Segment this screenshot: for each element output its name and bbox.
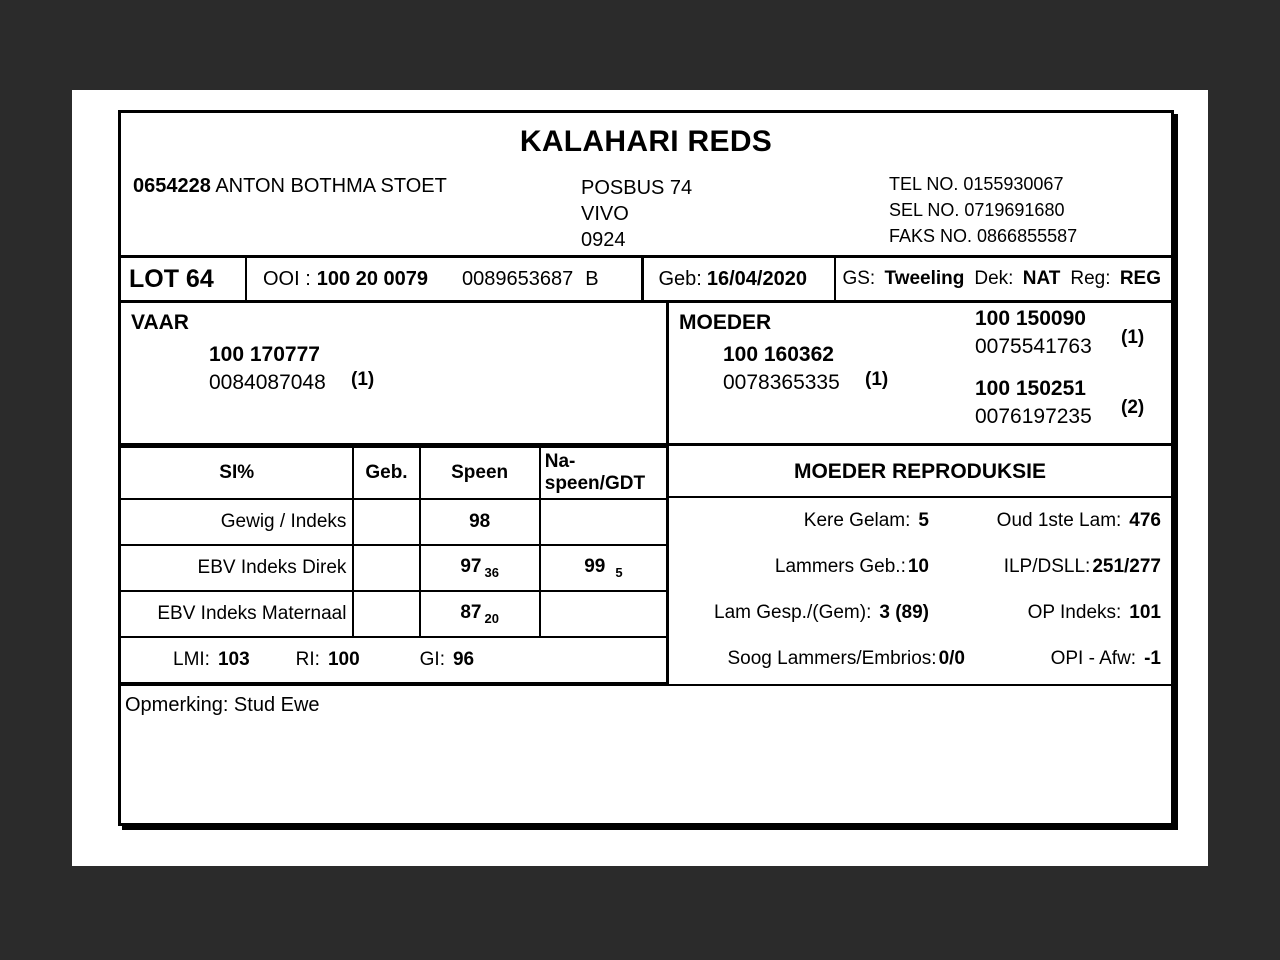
ebvmat-speen: 87 (460, 602, 482, 624)
ebvdirek-speen: 97 (460, 556, 482, 578)
composite-index-row (121, 638, 666, 684)
lammers-geb-value: 10 (907, 556, 929, 577)
granddam2-number: 100 150251 (975, 377, 1086, 400)
ebvdirek-naspeen-cell (540, 545, 666, 591)
soog-lammers-value: 0/0 (938, 648, 965, 669)
sire-id: 0084087048 (209, 371, 326, 394)
contact-block (889, 171, 1077, 249)
index-table (121, 446, 666, 638)
remark-block: Opmerking: Stud Ewe (121, 684, 1171, 776)
lam-gesp-value: 3 (89) (879, 602, 929, 623)
oud-1ste-lam-field (929, 510, 1171, 532)
table-row (121, 499, 666, 545)
op-indeks-field (929, 602, 1171, 624)
ebvmat-speen-cell (420, 591, 540, 637)
gi-value: 96 (452, 649, 475, 670)
sire-number: 100 170777 (209, 343, 320, 366)
birthdate-block (644, 258, 836, 300)
ri-label: RI: (295, 649, 320, 670)
address-line-2: VIVO (581, 203, 629, 225)
lmi-value: 103 (217, 649, 250, 670)
ooi-block (247, 258, 644, 300)
col-header-naspeen: Na-speen/GDT (540, 447, 666, 499)
table-header-row (121, 447, 666, 499)
reproduksie-row (669, 544, 1171, 590)
geb-label: Geb: (658, 267, 702, 290)
address-block (581, 175, 692, 253)
sire-paren: (1) (351, 369, 375, 390)
gs-segment (842, 268, 964, 290)
address-line-1: POSBUS 74 (581, 177, 693, 199)
breeder-name: ANTON BOTHMA STOET (215, 175, 447, 197)
gs-label: GS: (842, 268, 876, 289)
kere-gelam-field (679, 510, 929, 532)
lot-row (121, 255, 1171, 300)
sire-details (209, 341, 326, 397)
gewig-naspeen (540, 499, 666, 545)
lammers-geb-label: Lammers Geb.: (774, 556, 906, 577)
granddam2-details (975, 375, 1092, 431)
catalogue-page (72, 90, 1208, 866)
address-line-3: 0924 (581, 229, 626, 251)
gi-label: GI: (419, 649, 445, 670)
dam-details (723, 341, 840, 397)
lmi-field (173, 649, 250, 671)
granddam1-number: 100 150090 (975, 307, 1086, 330)
lammers-geb-field (679, 556, 929, 578)
granddam2-paren: (2) (1121, 397, 1145, 418)
opi-afw-field (965, 648, 1171, 670)
oud-1ste-lam-value: 476 (1129, 510, 1161, 531)
dam-number: 100 160362 (723, 343, 834, 366)
ebvdirek-speen-cell (420, 545, 540, 591)
col-header-speen: Speen (420, 447, 540, 499)
kere-gelam-label: Kere Gelam: (803, 510, 911, 531)
ooi-number: 100 20 0079 (316, 267, 429, 290)
granddam2-id: 0076197235 (975, 405, 1092, 428)
sire-panel (121, 303, 669, 443)
reg-segment (1070, 268, 1161, 290)
lam-gesp-label: Lam Gesp./(Gem): (714, 602, 872, 623)
table-row (121, 545, 666, 591)
kere-gelam-value: 5 (918, 510, 929, 531)
ooi-id: 0089653687 (462, 267, 574, 290)
dek-value: NAT (1022, 268, 1061, 289)
breeder-code: 0654228 (133, 175, 211, 197)
op-indeks-label: OP Indeks: (1027, 602, 1122, 623)
status-block (836, 258, 1171, 300)
sel-line: SEL NO. 0719691680 (889, 200, 1065, 220)
dek-segment (974, 268, 1060, 290)
ilp-dsll-label: ILP/DSLL: (1003, 556, 1091, 577)
breeder-line (133, 175, 447, 198)
gi-field (420, 649, 474, 671)
lam-gesp-field (679, 602, 929, 624)
ri-value: 100 (327, 649, 360, 670)
dam-id: 0078365335 (723, 371, 840, 394)
dam-panel (669, 303, 1171, 443)
stats-section (121, 443, 1171, 684)
dam-paren: (1) (865, 369, 889, 390)
soog-lammers-label: Soog Lammers/Embrios: (727, 648, 937, 669)
row-label-ebv-direk: EBV Indeks Direk (121, 545, 353, 591)
reproduksie-row (669, 498, 1171, 544)
ebvdirek-speen-acc: 36 (484, 564, 499, 580)
ooi-class: B (585, 267, 599, 290)
row-label-ebv-maternaal: EBV Indeks Maternaal (121, 591, 353, 637)
lot-number: LOT 64 (121, 258, 247, 300)
reg-label: Reg: (1070, 268, 1111, 289)
dam-heading: MOEDER (679, 311, 772, 334)
reproduksie-row (669, 590, 1171, 636)
op-indeks-value: 101 (1129, 602, 1161, 623)
reproduksie-row (669, 636, 1171, 682)
granddam1-paren: (1) (1121, 327, 1145, 348)
geb-value: 16/04/2020 (706, 267, 807, 290)
table-row (121, 591, 666, 637)
ri-field (296, 649, 360, 671)
reproduksie-panel (669, 446, 1171, 684)
tel-line: TEL NO. 0155930067 (889, 174, 1064, 194)
gs-value: Tweeling (884, 268, 965, 289)
granddam1-details (975, 305, 1092, 361)
ebvdirek-naspeen: 99 (584, 556, 606, 578)
reg-value: REG (1119, 268, 1161, 289)
granddam1-id: 0075541763 (975, 335, 1092, 358)
row-label-gewig: Gewig / Indeks (121, 499, 353, 545)
faks-line: FAKS NO. 0866855587 (889, 226, 1078, 246)
oud-1ste-lam-label: Oud 1ste Lam: (996, 510, 1122, 531)
ebvmat-geb (353, 591, 419, 637)
gewig-geb (353, 499, 419, 545)
col-header-geb: Geb. (353, 447, 419, 499)
animal-card (118, 110, 1174, 826)
opi-afw-label: OPI - Afw: (1050, 648, 1137, 669)
pedigree-section (121, 300, 1171, 443)
soog-lammers-field (679, 648, 965, 670)
col-header-si: SI% (121, 447, 353, 499)
card-header (121, 125, 1171, 255)
sire-heading: VAAR (131, 311, 189, 334)
page-title: KALAHARI REDS (519, 125, 773, 158)
ebvmat-speen-acc: 20 (484, 610, 499, 626)
ooi-label: OOI : (263, 267, 311, 290)
opi-afw-value: -1 (1144, 648, 1161, 669)
lmi-label: LMI: (173, 649, 210, 670)
ebvmat-naspeen (540, 591, 666, 637)
ebvdirek-naspeen-acc: 5 (615, 564, 623, 580)
ebvdirek-geb (353, 545, 419, 591)
dek-label: Dek: (974, 268, 1014, 289)
index-panel (121, 446, 669, 684)
reproduksie-title: MOEDER REPRODUKSIE (669, 446, 1171, 498)
ilp-dsll-field (929, 556, 1171, 578)
ilp-dsll-value: 251/277 (1092, 556, 1161, 577)
gewig-speen: 98 (420, 499, 540, 545)
